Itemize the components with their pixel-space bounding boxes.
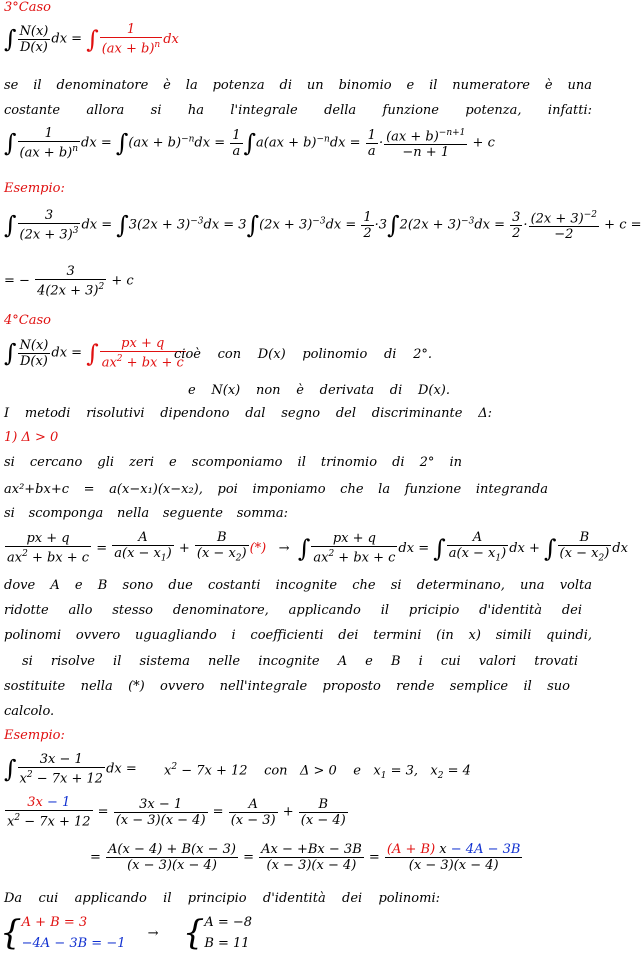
case3-example-formula: ∫ $\frac{3}{(2x + 3)^3}$ dx = $\int 3(2x + 3)^{-3}dx = 3\int(2x + 3)^{-3}dx$ = $\frac{1}{2}$ $\cdot 3\int 2(2x + 3)^{-3}dx$ = $\frac{3}{2}$ · $\frac{(2x + 3)^{-2}}{-2}$ + c =	[4, 208, 642, 243]
case4-text7: si risolve il sistema nelle incognite A e B i cui valori trovati	[22, 654, 578, 669]
case4-text3: si scomponga nella seguente somma:	[4, 506, 288, 521]
system-left-eq2: −4A − 3B = −1	[21, 936, 126, 951]
case4-text8: sostituite nella (*) ovvero nell'integrale proposto rende semplice il suo	[4, 679, 570, 694]
case3-example-label: Esempio:	[4, 181, 65, 196]
case3-example-result: = − $\frac{3}{4(2x + 3)^2}$ + c	[4, 264, 134, 299]
case3-title: 3°Caso	[4, 0, 51, 15]
case4-cond1: cioè con D(x) polinomio di 2°.	[174, 347, 432, 362]
case4-system: { A + B = 3 −4A − 3B = −1 → { A = −8 B = 11	[0, 913, 253, 953]
case4-text2: si cercano gli zeri e scomponiamo il trinomio di 2° in	[4, 455, 462, 470]
case4-point1: 1) Δ > 0	[4, 430, 59, 445]
case4-decomp: $\frac{px + q}{ax^2 + bx + c}$ = $\frac{A}{a(x - x_1)}$ + $\frac{B}{(x - x_2)}$ (*) → ∫ $\frac{px + q}{ax^2 + bx + c}$ dx = ∫ $\frac{A}{a(x - x_1)}$ dx + ∫ $\frac{B}{(x - x_2)}$ dx	[7, 530, 628, 566]
case4-text9: calcolo.	[4, 704, 55, 719]
case4-factor-line: ax²+bx+c = a(x−x₁)(x−x₂), poi imponiamo che la funzione integranda	[4, 482, 548, 497]
case4-ex-integral: ∫ $\frac{3x - 1}{x^2 - 7x + 12}$ dx =	[4, 752, 137, 787]
case4-text4: dove A e B sono due costanti incognite che si determinano, una volta	[4, 578, 592, 593]
case4-formula-main: ∫ $\frac{N(x)}{D(x)}$ dx = ∫ $\frac{px + q}{ax^2 + bx + c}$	[4, 336, 184, 371]
case4-ex-common: = $\frac{A(x - 4) + B(x - 3)}{(x - 3)(x - 4)}$ = $\frac{Ax - +Bx - 3B}{(x - 3)(x - 4)}$ = $\frac{(A + B) x - 4A - 3B}{(x - 3)(x - 4)}$	[90, 842, 521, 873]
case4-text5: ridotte allo stesso denominatore, applicando il pricipio d'identità dei	[4, 603, 582, 618]
case4-ex-decomp: $\frac{3x - 1}{x^2 - 7x + 12}$ = $\frac{3x - 1}{(x - 3)(x - 4)}$ = $\frac{A}{(x - 3)}$ + $\frac{B}{(x - 4)}$	[7, 795, 346, 830]
case4-example-label: Esempio:	[4, 728, 65, 743]
case4-text6: polinomi ovvero uguagliando i coefficienti dei termini (in x) simili quindi,	[4, 628, 592, 643]
case4-ex-denominator: $x^2 - 7x + 12$ con Δ > 0 e $x_1 = 3$, $x_2 = 4$	[164, 762, 471, 781]
case3-formula-power: ∫ $\frac{1}{(ax + b)^n}$ dx = ∫(ax + b)$^{-n}$dx = $\frac{1}{a}$ ∫a(ax + b)$^{-n}$dx = $\frac{1}{a}$ · $\frac{(ax + b)^{-n+1}}{-n + 1}$ + c	[4, 126, 495, 161]
system-right-eq1: A = −8	[204, 915, 253, 930]
case4-title: 4°Caso	[4, 313, 51, 328]
case4-text1: I metodi risolutivi dipendono dal segno del discriminante Δ:	[4, 406, 492, 421]
system-left-eq1: A + B = 3	[21, 915, 88, 930]
system-arrow: →	[147, 925, 159, 941]
case3-text-line2: costante allora si ha l'integrale della funzione potenza, infatti:	[4, 103, 592, 118]
case3-formula-main: ∫ $\frac{N(x)}{D(x)}$ dx = ∫ $\frac{1}{(ax + b)^n}$ dx	[4, 22, 179, 57]
system-right-eq2: B = 11	[204, 936, 250, 951]
case4-cond2: e N(x) non è derivata di D(x).	[188, 383, 450, 398]
case3-text-line1: se il denominatore è la potenza di un binomio e il numeratore è una	[4, 78, 592, 93]
case4-text10: Da cui applicando il principio d'identità dei polinomi:	[4, 891, 440, 906]
